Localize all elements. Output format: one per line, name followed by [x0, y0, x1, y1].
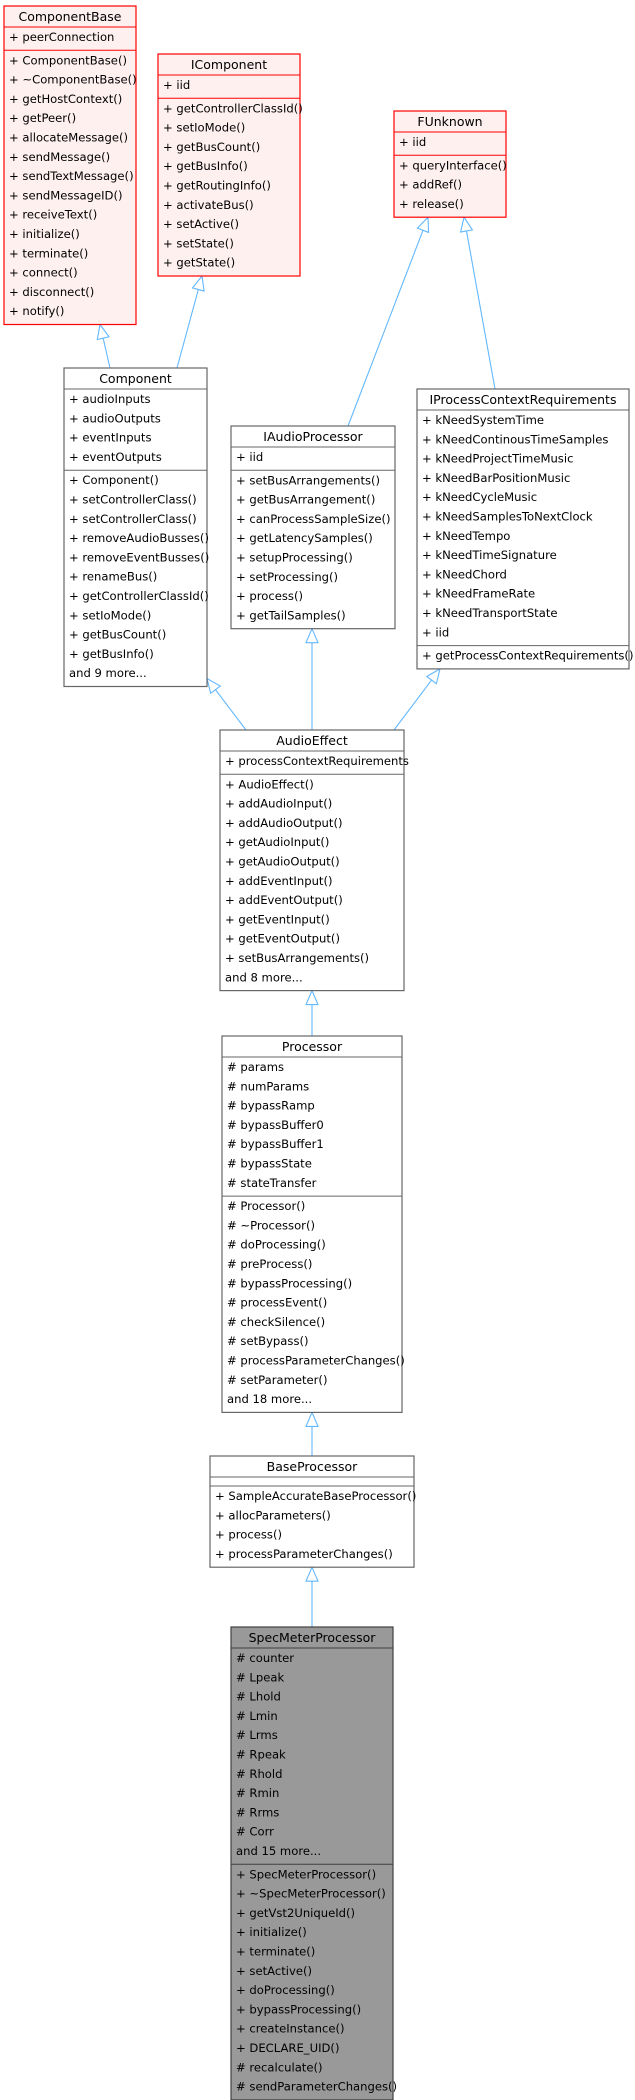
inheritance-line: [466, 231, 495, 389]
class-attribute[interactable]: # params: [227, 1060, 285, 1074]
class-attribute[interactable]: # counter: [236, 1651, 295, 1665]
inheritance-edge-iprocess-context-requirements-to-funknown: [461, 217, 495, 389]
class-method[interactable]: # ~Processor(): [227, 1218, 316, 1233]
class-attribute[interactable]: # Rhold: [236, 1766, 283, 1781]
class-method[interactable]: + getHostContext(): [9, 91, 123, 106]
class-attribute[interactable]: + audioInputs: [69, 392, 151, 406]
inheritance-line: [348, 230, 423, 426]
class-method[interactable]: + disconnect(): [9, 284, 95, 299]
class-method[interactable]: # sendParameterChanges(): [236, 2079, 398, 2094]
class-method[interactable]: + processParameterChanges(): [215, 1546, 393, 1561]
class-attribute[interactable]: # numParams: [227, 1079, 310, 1094]
class-attribute[interactable]: + iid: [163, 78, 191, 92]
class-attribute[interactable]: + kNeedContinousTimeSamples: [422, 432, 609, 447]
class-method[interactable]: + notify(): [9, 304, 65, 319]
inheritance-edge-component-to-component-base: [97, 325, 110, 369]
inheritance-arrowhead-icon: [97, 325, 109, 340]
inheritance-arrowhead-icon: [193, 276, 205, 291]
class-method[interactable]: # Processor(): [227, 1199, 306, 1214]
class-method[interactable]: + setupProcessing(): [236, 550, 353, 565]
class-box-iaudio-processor[interactable]: [231, 426, 395, 629]
inheritance-edge-audio-effect-to-component: [207, 679, 246, 731]
class-method[interactable]: # checkSilence(): [227, 1314, 326, 1329]
class-box-base-processor[interactable]: [210, 1456, 416, 1567]
class-method[interactable]: + initialize(): [236, 1925, 307, 1940]
class-title: ComponentBase: [18, 9, 122, 24]
class-method[interactable]: + setIoMode(): [69, 608, 152, 623]
class-box-icomponent[interactable]: [158, 54, 303, 276]
inheritance-line: [103, 338, 110, 368]
class-box-funknown[interactable]: [394, 111, 507, 217]
class-method[interactable]: + getAudioInput(): [225, 835, 330, 850]
class-box-component-base[interactable]: [4, 6, 137, 325]
class-method[interactable]: + getProcessContextRequirements(): [422, 648, 634, 663]
class-title: FUnknown: [417, 114, 483, 129]
class-method[interactable]: + terminate(): [9, 246, 89, 261]
class-method[interactable]: + ~SpecMeterProcessor(): [236, 1886, 386, 1901]
class-method[interactable]: + getBusInfo(): [69, 646, 154, 661]
class-method[interactable]: and 9 more...: [69, 666, 147, 681]
class-attribute[interactable]: + iid: [422, 625, 450, 640]
inheritance-edge-audio-effect-to-iprocess-context-requirements: [394, 669, 440, 730]
class-method[interactable]: + getBusArrangement(): [236, 492, 376, 507]
class-method[interactable]: + addEventInput(): [225, 873, 333, 888]
class-method[interactable]: + setActive(): [163, 217, 240, 232]
class-title: SpecMeterProcessor: [248, 1630, 376, 1645]
class-attribute[interactable]: and 15 more...: [236, 1844, 322, 1858]
class-method[interactable]: + getState(): [163, 255, 236, 270]
class-method[interactable]: + Component(): [69, 473, 159, 488]
class-method[interactable]: and 8 more...: [225, 970, 303, 985]
class-attribute[interactable]: # stateTransfer: [227, 1175, 317, 1190]
class-method[interactable]: + process(): [236, 589, 303, 604]
class-attribute[interactable]: # Lpeak: [236, 1670, 285, 1685]
class-method[interactable]: + SampleAccurateBaseProcessor(): [215, 1489, 417, 1503]
class-method[interactable]: + queryInterface(): [399, 158, 507, 173]
class-method[interactable]: + bypassProcessing(): [236, 2002, 362, 2017]
class-attribute[interactable]: # bypassRamp: [227, 1098, 315, 1113]
class-nodes: [4, 6, 633, 2100]
class-method[interactable]: + activateBus(): [163, 197, 254, 212]
class-method[interactable]: + receiveText(): [9, 207, 98, 222]
class-attribute[interactable]: + kNeedProjectTimeMusic: [422, 451, 574, 466]
class-method[interactable]: + renameBus(): [69, 569, 158, 584]
class-attribute[interactable]: + iid: [236, 450, 264, 464]
class-attribute[interactable]: + kNeedSystemTime: [422, 413, 545, 427]
class-attribute[interactable]: + processContextRequirements: [225, 754, 409, 768]
inheritance-arrowhead-icon: [306, 629, 318, 643]
class-method[interactable]: + setControllerClass(): [69, 511, 197, 526]
class-method[interactable]: # processEvent(): [227, 1295, 328, 1310]
class-attribute[interactable]: # Rpeak: [236, 1747, 286, 1762]
class-attribute[interactable]: # Rrms: [236, 1805, 280, 1820]
class-method[interactable]: + setActive(): [236, 1963, 313, 1978]
class-attribute[interactable]: + kNeedSamplesToNextClock: [422, 509, 593, 524]
class-attribute[interactable]: + kNeedTempo: [422, 528, 511, 543]
class-method[interactable]: + addEventOutput(): [225, 893, 343, 908]
class-method[interactable]: + terminate(): [236, 1944, 316, 1959]
class-method[interactable]: + removeAudioBusses(): [69, 531, 209, 546]
inheritance-edge-component-to-icomponent: [177, 276, 204, 368]
class-method[interactable]: and 18 more...: [227, 1392, 313, 1407]
class-box-spec-meter-processor[interactable]: [231, 1627, 397, 2100]
inheritance-arrowhead-icon: [306, 1567, 318, 1581]
class-box-component[interactable]: [64, 368, 209, 687]
class-method[interactable]: + sendMessage(): [9, 149, 111, 164]
class-method[interactable]: + getAudioOutput(): [225, 854, 340, 869]
inheritance-arrowhead-icon: [306, 1412, 318, 1426]
class-method[interactable]: # recalculate(): [236, 2060, 323, 2075]
class-method[interactable]: + connect(): [9, 265, 78, 280]
class-title: IProcessContextRequirements: [429, 392, 617, 407]
class-method[interactable]: + allocParameters(): [215, 1508, 331, 1523]
class-method[interactable]: + getBusCount(): [69, 627, 167, 642]
class-attribute[interactable]: # Rmin: [236, 1786, 280, 1801]
class-method[interactable]: # preProcess(): [227, 1257, 313, 1271]
class-method[interactable]: + getEventInput(): [225, 912, 330, 927]
class-box-audio-effect[interactable]: [220, 730, 409, 991]
class-attribute[interactable]: # bypassBuffer1: [227, 1137, 324, 1152]
class-title: IAudioProcessor: [263, 429, 363, 444]
class-method[interactable]: + setIoMode(): [163, 120, 246, 135]
class-attribute[interactable]: # Corr: [236, 1824, 274, 1839]
inheritance-arrowhead-icon: [417, 217, 428, 232]
class-method[interactable]: + release(): [399, 196, 464, 211]
inheritance-arrowhead-icon: [207, 679, 220, 694]
class-box-processor[interactable]: [222, 1036, 405, 1412]
class-method[interactable]: + getEventOutput(): [225, 931, 340, 946]
class-title: Processor: [281, 1039, 343, 1054]
class-method[interactable]: + addAudioInput(): [225, 796, 333, 811]
class-method[interactable]: + setProcessing(): [236, 569, 339, 584]
class-method[interactable]: + allocateMessage(): [9, 130, 129, 145]
class-attribute[interactable]: + eventOutputs: [69, 449, 162, 464]
class-title: Component: [99, 371, 172, 386]
class-title: AudioEffect: [276, 733, 348, 748]
class-method[interactable]: + DECLARE_UID(): [236, 2041, 340, 2055]
class-method[interactable]: # doProcessing(): [227, 1237, 326, 1252]
class-attribute[interactable]: + iid: [399, 135, 427, 149]
class-attribute[interactable]: + kNeedFrameRate: [422, 586, 536, 601]
inheritance-line: [177, 290, 198, 368]
class-attribute[interactable]: + peerConnection: [9, 30, 115, 44]
inheritance-edge-base-processor-to-processor: [306, 1412, 318, 1456]
class-attribute[interactable]: # bypassBuffer0: [227, 1117, 324, 1132]
class-method[interactable]: + getPeer(): [9, 111, 77, 126]
inheritance-edge-audio-effect-to-iaudio-processor: [306, 629, 318, 730]
class-method[interactable]: + createInstance(): [236, 2021, 345, 2036]
class-box-iprocess-context-requirements[interactable]: [417, 389, 633, 669]
inheritance-edge-spec-meter-processor-to-base-processor: [306, 1567, 318, 1627]
inheritance-arrowhead-icon: [306, 991, 318, 1005]
class-attribute[interactable]: # Lmin: [236, 1708, 278, 1723]
class-attribute[interactable]: # Lrms: [236, 1728, 278, 1743]
class-method[interactable]: + getBusInfo(): [163, 159, 248, 174]
class-method[interactable]: # processParameterChanges(): [227, 1353, 405, 1368]
class-attribute[interactable]: + kNeedCycleMusic: [422, 490, 538, 505]
class-method[interactable]: # setBypass(): [227, 1334, 309, 1349]
class-method[interactable]: + setBusArrangements(): [236, 473, 381, 488]
inheritance-arrowhead-icon: [427, 669, 440, 684]
class-attribute[interactable]: + eventInputs: [69, 430, 152, 445]
class-method[interactable]: + setControllerClass(): [69, 492, 197, 507]
class-method[interactable]: + getTailSamples(): [236, 608, 346, 623]
class-method[interactable]: + getLatencySamples(): [236, 531, 373, 546]
class-method[interactable]: + getBusCount(): [163, 139, 261, 154]
class-attribute[interactable]: + kNeedTimeSignature: [422, 548, 557, 563]
class-attribute[interactable]: + kNeedBarPositionMusic: [422, 470, 571, 485]
inheritance-edge-processor-to-audio-effect: [306, 991, 318, 1036]
class-attribute[interactable]: + kNeedChord: [422, 567, 507, 582]
class-method[interactable]: + process(): [215, 1527, 282, 1542]
class-method[interactable]: + initialize(): [9, 227, 80, 241]
class-method[interactable]: + getVst2UniqueId(): [236, 1905, 356, 1920]
class-method[interactable]: + AudioEffect(): [225, 777, 314, 792]
class-method[interactable]: + getControllerClassId(): [69, 589, 209, 603]
class-attribute[interactable]: + audioOutputs: [69, 411, 161, 426]
class-method[interactable]: + getControllerClassId(): [163, 101, 303, 116]
class-title: BaseProcessor: [266, 1459, 358, 1474]
class-title: IComponent: [190, 57, 268, 72]
class-attribute[interactable]: # Lhold: [236, 1689, 281, 1704]
class-method[interactable]: + setState(): [163, 236, 234, 251]
class-method[interactable]: + setBusArrangements(): [225, 951, 370, 965]
inheritance-line: [394, 680, 432, 730]
class-method[interactable]: + sendTextMessage(): [9, 169, 134, 184]
class-method[interactable]: + canProcessSampleSize(): [236, 511, 391, 526]
inheritance-arrowhead-icon: [461, 217, 473, 232]
class-method[interactable]: # setParameter(): [227, 1372, 328, 1387]
class-attribute[interactable]: # bypassState: [227, 1156, 312, 1171]
class-method[interactable]: + SpecMeterProcessor(): [236, 1867, 377, 1882]
class-attribute[interactable]: + kNeedTransportState: [422, 606, 558, 620]
inheritance-line: [215, 690, 246, 730]
class-method[interactable]: + addRef(): [399, 177, 463, 192]
class-method[interactable]: # bypassProcessing(): [227, 1276, 353, 1291]
class-method[interactable]: + ~ComponentBase(): [9, 72, 137, 87]
class-method[interactable]: + removeEventBusses(): [69, 550, 210, 565]
class-method[interactable]: + doProcessing(): [236, 1983, 335, 1998]
class-method[interactable]: + getRoutingInfo(): [163, 178, 271, 193]
class-method[interactable]: + addAudioOutput(): [225, 815, 343, 830]
class-method[interactable]: + ComponentBase(): [9, 53, 127, 68]
class-method[interactable]: + sendMessageID(): [9, 188, 123, 203]
